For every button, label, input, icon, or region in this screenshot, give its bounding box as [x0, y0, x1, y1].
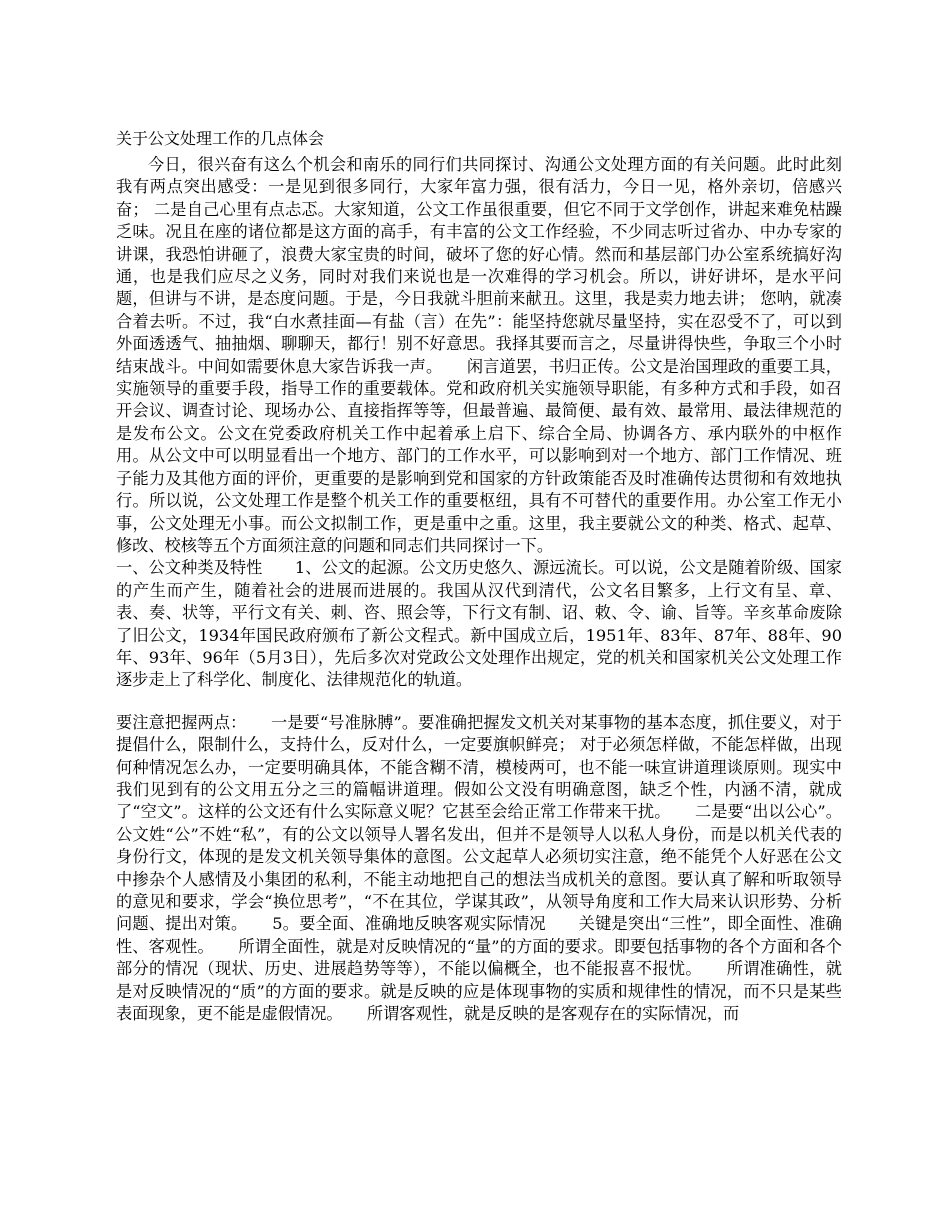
paragraph-intro: 今日，很兴奋有这么个机会和南乐的同行们共同探讨、沟通公文处理方面的有关问题。此时此刻我有两点突出感受：一是见到很多同行，大家年富力强，很有活力，今日一见，格外亲切，倍感兴奋； 二是自己心里有点忐忑。大家知道，公文工作虽很重要，但它不同于文学创作，讲起来难免枯躁乏味。况且在座的诸位都是这方面的高手，有丰富的公文工作经验，不少同志听过省办、中办专家的讲课，我恐怕讲砸了，浪费大家宝贵的时间，破坏了您的好心情。然而和基层部门办公室系统搞好沟通，也是我们应尽之义务，同时对我们来说也是一次难得的学习机会。所以，讲好讲坏，是水平问题，但讲与不讲，是态度问题。于是，今日我就斗胆前来献丑。这里，我是卖力地去讲； 您呐，就凑合着去听。不过，我“白水煮挂面—有盐（言）在先”：能坚持您就尽量坚持，实在忍受不了，可以到外面透透气、抽抽烟、聊聊天，都行！别不好意思。我择其要而言之，尽量讲得快些，争取三个小时结束战斗。中间如需要休息大家告诉我一声。 闲言道罢，书归正传。公文是治国理政的重要工具，实施领导的重要手段，指导工作的重要载体。党和政府机关实施领导职能，有多种方式和手段，如召开会议、调查讨论、现场办公、直接指挥等等，但最普遍、最简便、最有效、最常用、最法律规范的是发布公文。公文在党委政府机关工作中起着承上启下、综合全局、协调各方、承内联外的中枢作用。从公文中可以明显看出一个地方、部门的工作水平，可以影响到对一个地方、部门工作情况、班子能力及其他方面的评价，更重要的是影响到党和国家的方针政策能否及时准确传达贯彻和有效地执行。所以说，公文处理工作是整个机关工作的重要枢纽，具有不可替代的重要作用。办公室工作无小事，公文处理无小事。而公文拟制工作，更是重中之重。这里，我主要就公文的种类、格式、起草、修改、校核等五个方面须注意的问题和同志们共同探讨一下。 [116, 155, 842, 555]
document-title: 关于公文处理工作的几点体会 [116, 129, 325, 148]
paragraph-section-one: 一、公文种类及特性 1、公文的起源。公文历史悠久、源远流长。可以说，公文是随着阶级、国家的产生而产生，随着社会的进展而进展的。我国从汉代到清代，公文名目繁多，上行文有呈、章、表、奏、状等，平行文有关、刺、咨、照会等，下行文有制、诏、敕、令、谕、旨等。辛亥革命废除了旧公文，1934年国民政府颁布了新公文程式。新中国成立后，1951年、83年、87年、88年、90年、93年、96年（5月3日），先后多次对党政公文处理作出规定，党的机关和国家机关公文处理工作逐步走上了科学化、制度化、法律规范化的轨道。 [116, 558, 842, 690]
paragraph-gap [116, 692, 842, 712]
paragraph-key-points: 要注意把握两点： 一是要“号准脉膊”。要准确把握发文机关对某事物的基本态度，抓住要义，对于提倡什么，限制什么，支持什么，反对什么，一定要旗帜鲜亮； 对于必须怎样做，不能怎样做，出现何种情况怎么办，一定要明确具体，不能含糊不清，模棱两可，也不能一味宣讲道理谈原则。现实中我们见到有的公文用五分之三的篇幅讲道理。假如公文没有明确意图，缺乏个性，内涵不清，就成了“空文”。这样的公文还有什么实际意义呢？它甚至会给正常工作带来干扰。 二是要“出以公心”。公文姓“公”不姓“私”，有的公文以领导人署名发出，但并不是领导人以私人身份，而是以机关代表的身份行文，体现的是发文机关领导集体的意图。公文起草人必须切实注意，绝不能凭个人好恶在公文中掺杂个人感情及小集团的私利，不能主动地把自己的想法当成机关的意图。要认真了解和听取领导的意见和要求，学会“换位思考”，“不在其位，学谋其政”，从领导角度和工作大局来认识形势、分析问题、提出对策。 5。要全面、准确地反映客观实际情况 关键是突出“三性”，即全面性、准确性、客观性。 所谓全面性，就是对反映情况的“量”的方面的要求。即要包括事物的各个方面和各个部分的情况（现状、历史、进展趋势等等），不能以偏概全，也不能报喜不报忧。 所谓准确性，就是对反映情况的“质”的方面的要求。就是反映的应是体现事物的实质和规律性的情况，而不只是某些表面现象，更不能是虚假情况。 所谓客观性，就是反映的是客观存在的实际情况，而 [116, 712, 842, 1024]
document-page [116, 128, 842, 1025]
